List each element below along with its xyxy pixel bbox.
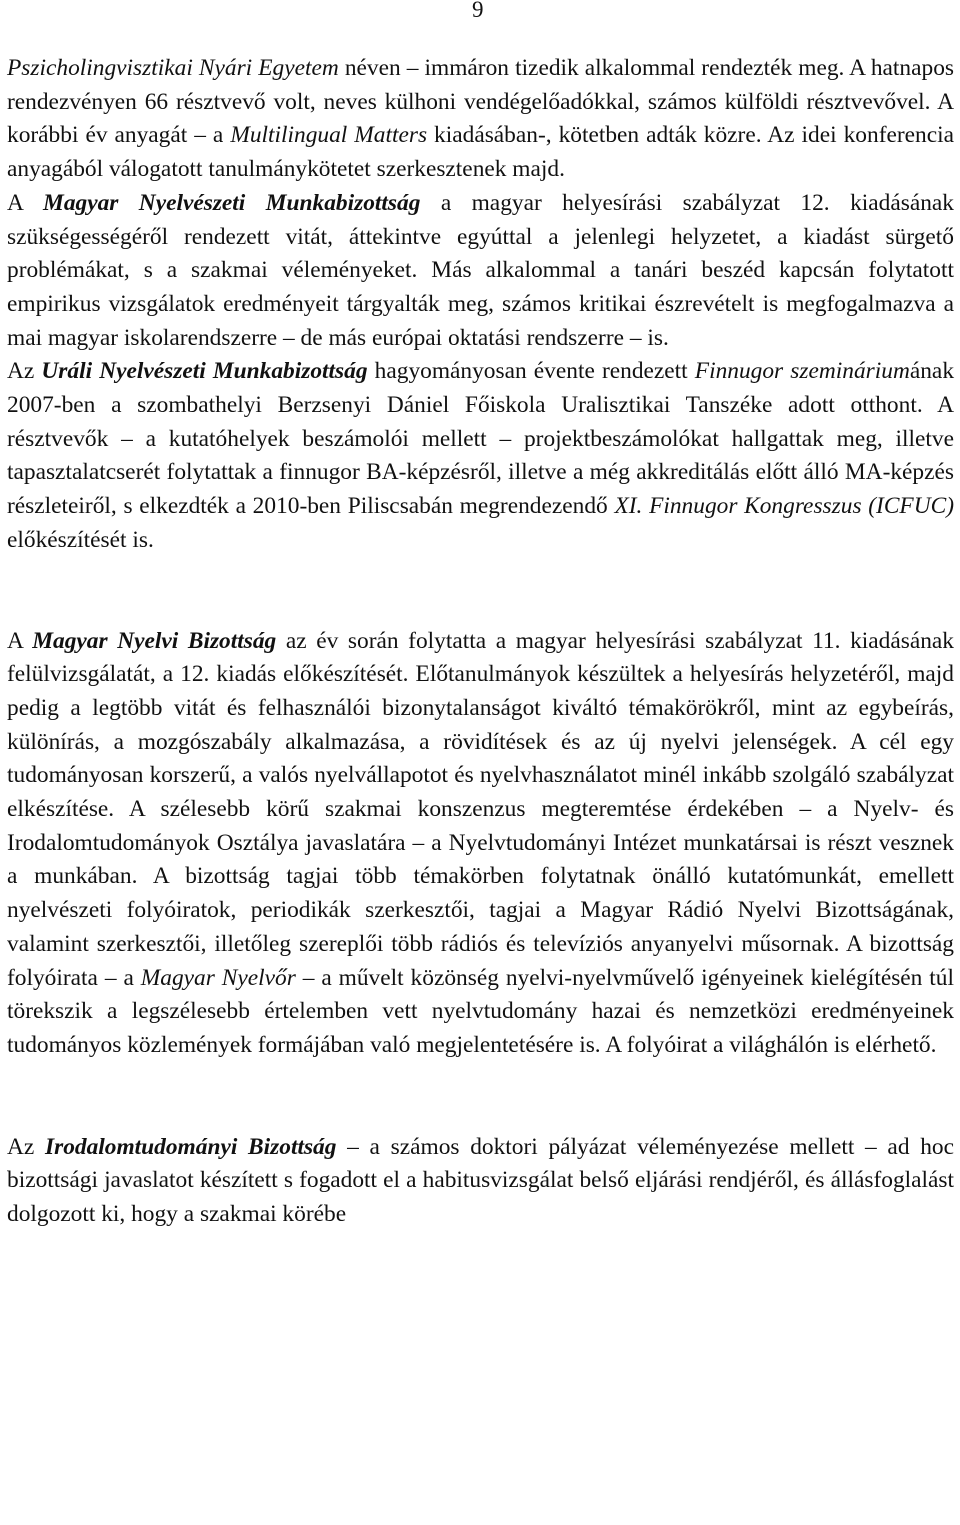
paragraph-linguistics-workgroup: [7, 187, 954, 356]
page-number: 9: [472, 0, 484, 22]
text-run: A: [7, 189, 44, 216]
paragraph-literature-committee: [7, 1131, 954, 1232]
committee-name: Irodalomtudományi Bizottság: [44, 1133, 337, 1160]
document-body: [7, 52, 954, 1232]
text-run: az év során folytatta a magyar helyesírási szabályzat 11. kiadásának felülvizsgálatát, a 12. kiadás előkészítését. Előtanulmányok készültek a helyesírás helyzetéről, majd pedig a legtöbb vitát és felhasználói bizonytalanságot kiváltó témakörökről, mint az egybeírás, különírás, a mozgószabály alkalmazása, a rövidítések és az új nyelvi jelenségek. A cél egy tudományosan korszerű, a valós nyelvállapotot és nyelvhasználatot minél inkább szolgáló szabályzat elkészítése. A szélesebb körű szakmai konszenzus megteremtése érdekében – a Nyelv- és Irodalomtudományok Osztálya javaslatára – a Nyelvtudományi Intézet munkatársai is részt vesznek a munkában. A bizottság tagjai több témakörben folytatnak önálló kutatómunkát, emellett nyelvészeti folyóiratok, periodikák szerkesztői, tagjai a Magyar Rádió Nyelvi Bizottságának, valamint szerkesztői, illetőleg szereplői több rádiós és televíziós anyanyelvi műsornak. A bizottság folyóirata – a: [7, 627, 954, 991]
seminar-name: Finnugor szeminárium: [694, 358, 910, 385]
paragraph-spacer: [7, 1063, 954, 1131]
text-run: – a művelt közönség nyelvi-nyelvművelő igényeinek kielégítésén túl törekszik a legszélesebb értelemben vett nyelvtudomány hazai és nemzetközi eredményeinek tudományos közlemények formájában való megjelentetésére is. A folyóirat a világhálón is elérhető.: [7, 964, 954, 1058]
committee-name: Magyar Nyelvészeti Munkabizottság: [43, 189, 421, 216]
text-run: hagyományosan évente rendezett: [367, 358, 695, 385]
committee-name: Magyar Nyelvi Bizottság: [32, 627, 277, 654]
congress-name: XI. Finnugor Kongresszus (ICFUC): [614, 493, 955, 520]
paragraph-language-committee: [7, 625, 954, 1063]
paragraph-summer-university: [7, 52, 954, 187]
text-run: előkészítését is.: [7, 526, 154, 553]
text-run: – a számos doktori pályázat véleményezése mellett – ad hoc bizottsági javaslatot készített s fogadott el a habitusvizsgálat belső eljárási rendjéről, és állásfoglalást dolgozott ki, hogy a szakmai körébe: [7, 1133, 954, 1228]
text-run: A: [7, 627, 33, 654]
journal-name: Magyar Nyelvőr: [140, 964, 296, 991]
text-run: a magyar helyesírási szabályzat 12. kiadásának szükségességéről rendezett vitát, áttekintve egyúttal a jelenlegi helyzetet, a kiadást sürgető problémákat, s a szakmai véleményeket. Más alkalommal a tanári beszéd kapcsán folytatott empirikus vizsgálatok eredményeit tárgyalták meg, számos kritikai észrevételt is megfogalmazva a mai magyar iskolarendszerre – de más európai oktatási rendszerre – is.: [7, 189, 954, 351]
publisher-name: Multilingual Matters: [230, 122, 428, 149]
text-run: Az: [7, 1133, 45, 1160]
text-run: ának 2007-ben a szombathelyi Berzsenyi Dániel Főiskola Uralisztikai Tanszéke adott otthont. A résztvevők – a kutatóhelyek beszámolói mellett – projektbeszámolókat hallgattak meg, illetve tapasztalatcserét folytattak a finnugor BA-képzésről, illetve a még akkreditálás előtt álló MA-képzés részleteiről, s elkezdték a 2010-ben Piliscsabán megrendezendő: [7, 358, 955, 520]
paragraph-uralic-workgroup: [7, 355, 954, 557]
text-run: kiadásában-, kötetben adták közre. Az idei konferencia anyagából válogatott tanulmánykötetet szerkesztenek majd.: [7, 122, 954, 183]
text-run: Az: [7, 358, 42, 385]
paragraph-spacer: [7, 558, 954, 625]
text-run: néven – immáron tizedik alkalommal rendezték meg. A hatnapos rendezvényen 66 résztvevő volt, neves külhoni vendégelőadókkal, számos külföldi résztvevővel. A korábbi év anyagát – a: [7, 55, 954, 149]
event-name: Pszicholingvisztikai Nyári Egyetem: [7, 55, 339, 81]
committee-name: Uráli Nyelvészeti Munkabizottság: [41, 358, 368, 385]
